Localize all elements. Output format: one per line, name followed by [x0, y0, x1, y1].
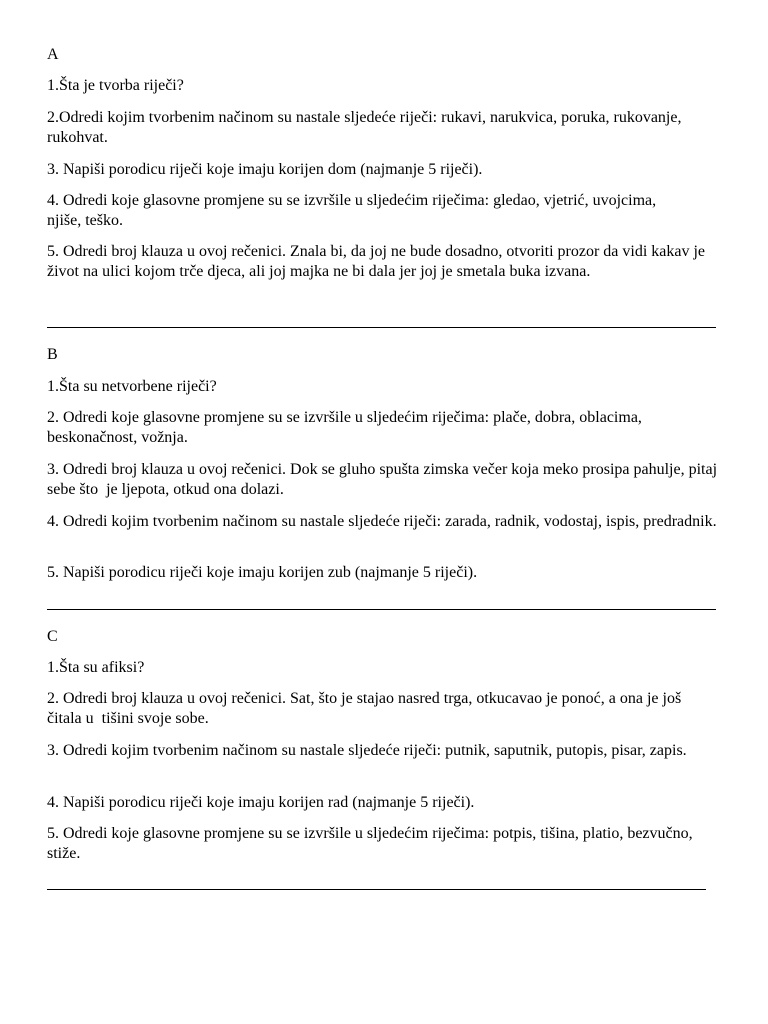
section-a-question-3: 3. Napiši porodicu riječi koje imaju korijen dom (najmanje 5 riječi).: [47, 161, 483, 178]
section-a-question-2: 2.Odredi kojim tvorbenim načinom su nastale sljedeće riječi: rukavi, narukvica, poruka, rukovanje, rukohvat.: [47, 109, 686, 146]
section-c-question-4: 4. Napiši porodicu riječi koje imaju korijen rad (najmanje 5 riječi).: [47, 794, 475, 811]
section-a-question-4: 4. Odredi koje glasovne promjene su se izvršile u sljedećim riječima: gledao, vjetrić, uvojcima, njiše, teško.: [47, 192, 661, 229]
section-b-label: B: [47, 346, 58, 363]
section-b-question-4: 4. Odredi kojim tvorbenim načinom su nastale sljedeće riječi: zarada, radnik, vodostaj, ispis, predradnik.: [47, 513, 717, 530]
section-c-question-2: 2. Odredi broj klauza u ovoj rečenici. Sat, što je stajao nasred trga, otkucavao je ponoć, a ona je još čitala u tišini svoje sobe.: [47, 690, 686, 727]
section-c-separator: [47, 889, 706, 890]
section-a-label: A: [47, 46, 59, 63]
section-a-question-1: 1.Šta je tvorba riječi?: [47, 77, 184, 94]
section-c-label: C: [47, 628, 58, 645]
section-b-separator: [47, 609, 716, 610]
section-a-question-5: 5. Odredi broj klauza u ovoj rečenici. Znala bi, da joj ne bude dosadno, otvoriti prozor da vidi kakav je život na ulici kojom trče djeca, ali joj majka ne bi dala jer joj je smetala buka izvana.: [47, 243, 710, 280]
section-c-question-5: 5. Odredi koje glasovne promjene su se izvršile u sljedećim riječima: potpis, tišina, platio, bezvučno, stiže.: [47, 825, 697, 862]
section-b-question-5: 5. Napiši porodicu riječi koje imaju korijen zub (najmanje 5 riječi).: [47, 564, 478, 581]
section-b-question-2: 2. Odredi koje glasovne promjene su se izvršile u sljedećim riječima: plače, dobra, oblacima, beskonačnost, vožnja.: [47, 409, 646, 446]
section-c-question-1: 1.Šta su afiksi?: [47, 659, 145, 676]
section-b-question-3: 3. Odredi broj klauza u ovoj rečenici. Dok se gluho spušta zimska večer koja meko prosipa pahulje, pitaj sebe što je ljepota, otkud ona dolazi.: [47, 461, 722, 498]
section-a-separator: [47, 327, 716, 328]
section-b-question-1: 1.Šta su netvorbene riječi?: [47, 378, 217, 395]
section-c-question-3: 3. Odredi kojim tvorbenim načinom su nastale sljedeće riječi: putnik, saputnik, putopis, pisar, zapis.: [47, 742, 687, 759]
